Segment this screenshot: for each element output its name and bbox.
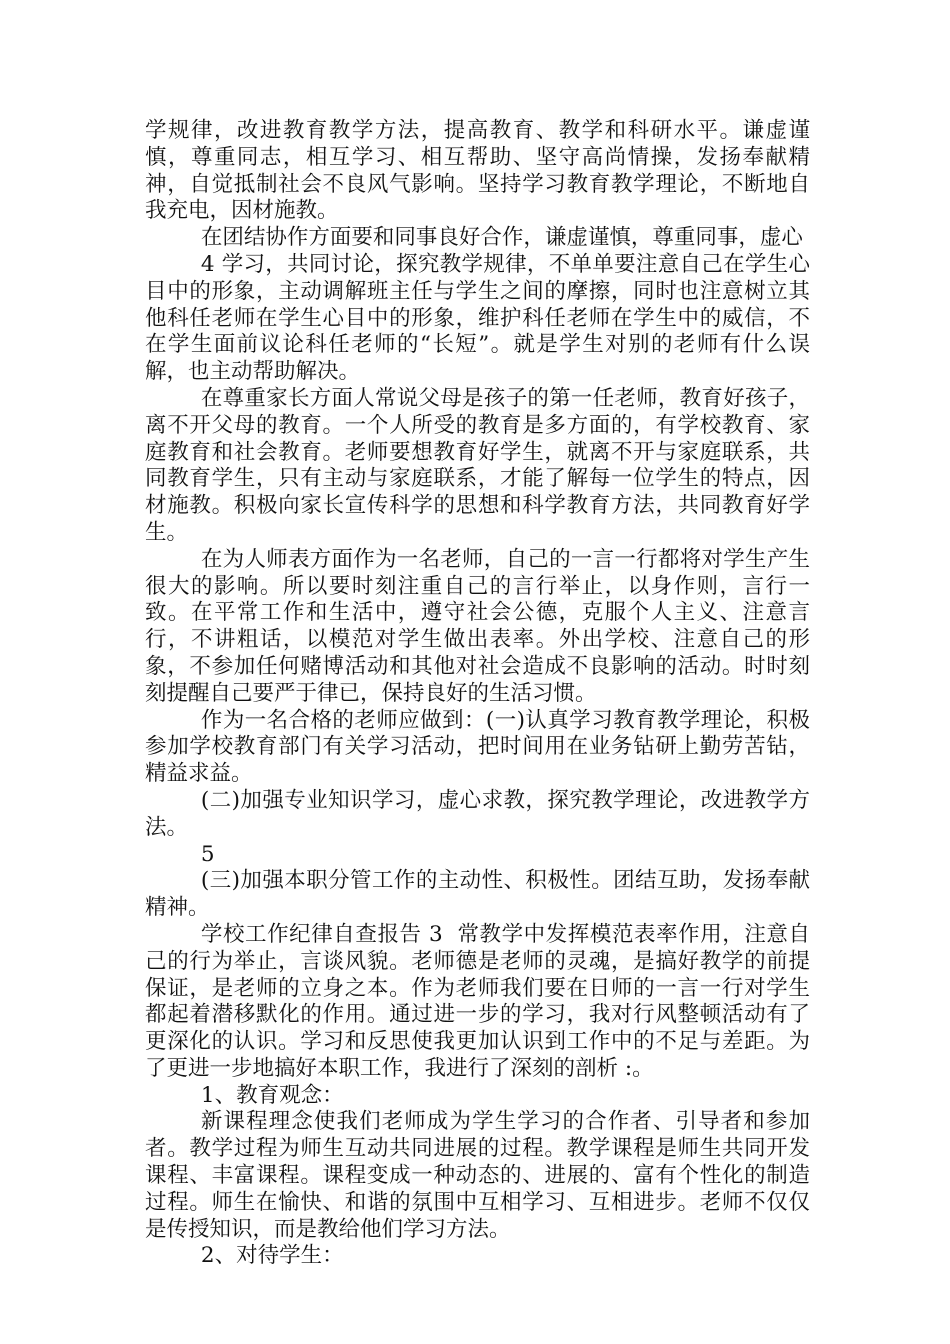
paragraph: 学校工作纪律自查报告 3 常教学中发挥模范表率作用，注意自己的行为举止，言谈风貌。老师德是老师的灵魂，是搞好教学的前提保证，是老师的立身之本。作为老师我们要在日师的一言一行对学生都起着潜移默化的作用。通过进一步的学习，我对行风整顿活动有了更深化的认识。学习和反思使我更加认识到工作中的不足与差距。为了更进一步地搞好本职工作，我进行了深刻的剖析 :。 <box>145 921 810 1081</box>
section-heading: 1、教育观念： <box>200 1082 344 1108</box>
paragraph: (二)加强专业知识学习，虚心求教，探究教学理论，改进教学方法。 <box>145 787 810 840</box>
page-number: 5 <box>200 841 215 867</box>
paragraph: 在为人师表方面作为一名老师，自己的一言一行都将对学生产生很大的影响。所以要时刻注重自己的言行举止，以身作则，言行一致。在平常工作和生活中，遵守社会公德，克服个人主义、注意言行，不讲粗话，以模范对学生做出表率。外出学校、注意自己的形象，不参加任何赌博活动和其他对社会造成不良影响的活动。时时刻刻提醒自己要严于律已，保持良好的生活习惯。 <box>145 546 810 706</box>
document-body <box>145 118 810 1270</box>
paragraph: 新课程理念使我们老师成为学生学习的合作者、引导者和参加者。教学过程为师生互动共同进展的过程。教学课程是师生共同开发课程、丰富课程。课程变成一种动态的、进展的、富有个性化的制造过程。师生在愉快、和谐的氛围中互相学习、互相进步。老师不仅仅是传授知识，而是教给他们学习方法。 <box>145 1109 810 1242</box>
paragraph: 作为一名合格的老师应做到：(一)认真学习教育教学理论，积极参加学校教育部门有关学习活动，把时间用在业务钻研上勤劳苦钻，精益求益。 <box>145 707 810 787</box>
paragraph: (三)加强本职分管工作的主动性、积极性。团结互助，发扬奉献精神。 <box>145 868 810 921</box>
paragraph: 4 学习，共同讨论，探究教学规律，不单单要注意自己在学生心目中的形象，主动调解班主任与学生之间的摩擦，同时也注意树立其他科任老师在学生心目中的形象，维护科任老师在学生中的威信，不在学生面前议论科任老师的“长短”。就是学生对别的老师有什么误解，也主动帮助解决。 <box>145 251 810 385</box>
paragraph: 学规律，改进教育教学方法，提高教育、教学和科研水平。谦虚谨慎，尊重同志，相互学习、相互帮助、坚守高尚情操，发扬奉献精神，自觉抵制社会不良风气影响。坚持学习教育教学理论，不断地自我充电，因材施教。 <box>145 118 810 224</box>
section-heading: 2、对待学生： <box>200 1243 344 1269</box>
paragraph: 在团结协作方面要和同事良好合作，谦虚谨慎，尊重同事，虚心 <box>200 225 803 251</box>
paragraph: 在尊重家长方面人常说父母是孩子的第一任老师，教育好孩子，离不开父母的教育。一个人所受的教育是多方面的，有学校教育、家庭教育和社会教育。老师要想教育好学生，就离不开与家庭联系，共同教育学生，只有主动与家庭联系，才能了解每一位学生的特点，因材施教。积极向家长宣传科学的思想和科学教育方法，共同教育好学生。 <box>145 385 810 545</box>
